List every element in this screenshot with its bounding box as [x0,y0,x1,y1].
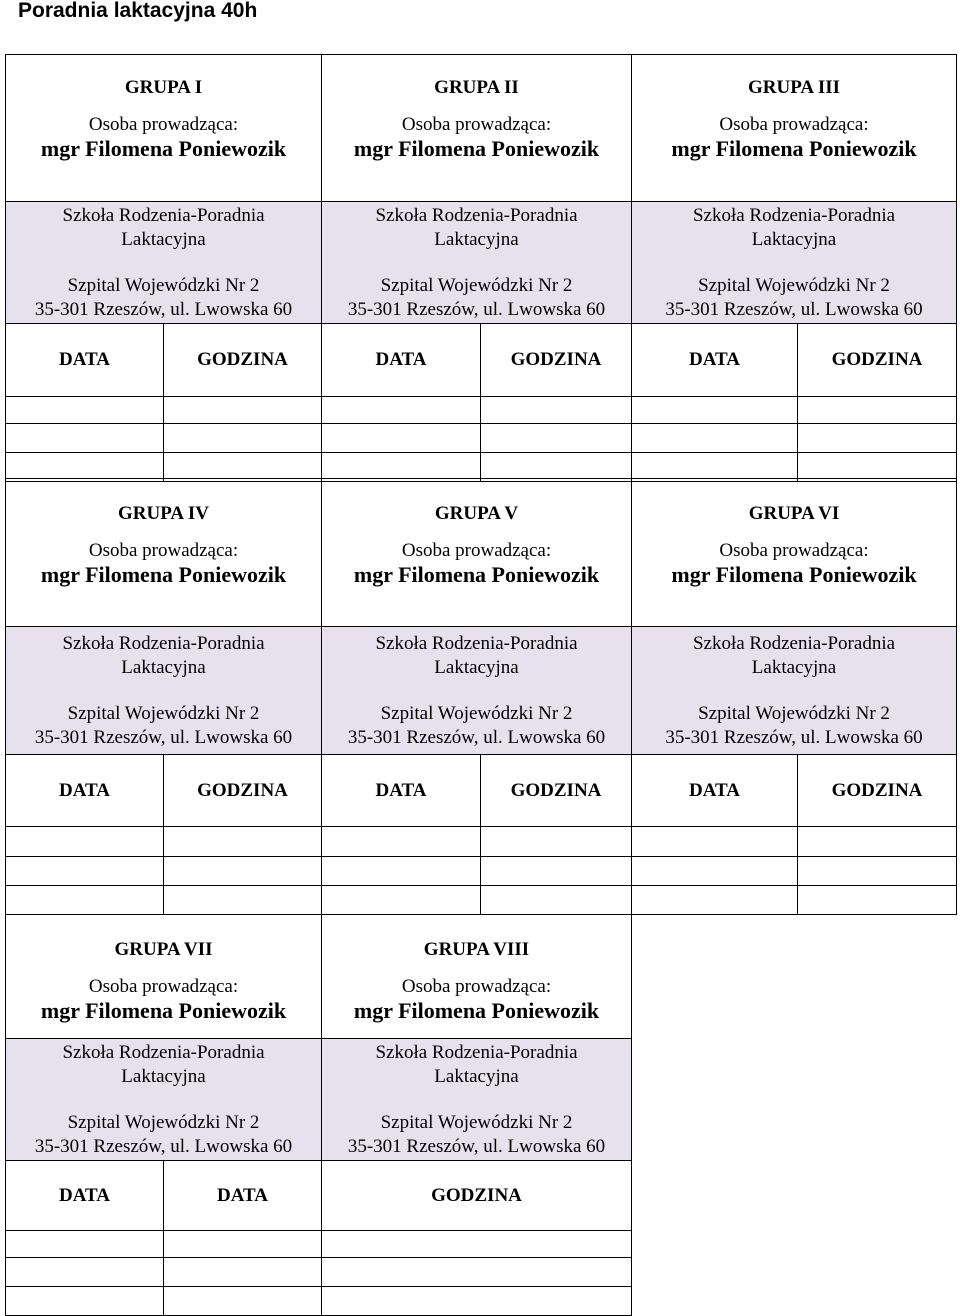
time-header: GODZINA [164,324,322,397]
lecturer-label: Osoba prowadząca: [88,540,239,561]
date-cell[interactable] [322,857,481,886]
institution-line-1: Szkoła Rodzenia-Poradnia [692,632,896,654]
date-cell[interactable] [632,397,798,424]
lecturer-name: mgr Filomena Poniewozik [671,136,917,161]
institution-line-4: 35-301 Rzeszów, ul. Lwowska 60 [347,726,606,748]
institution-line-3: Szpital Wojewódzki Nr 2 [380,702,573,724]
lecturer-name: mgr Filomena Poniewozik [353,562,600,587]
lecturer-name: mgr Filomena Poniewozik [353,998,600,1023]
institution-line-2: Laktacyjna [434,1065,519,1087]
date-cell[interactable] [322,397,481,424]
time-cell[interactable] [322,1231,632,1258]
group-header [322,915,632,1039]
date-header: DATA [322,324,481,397]
time-cell[interactable] [798,857,957,886]
institution-line-3: Szpital Wojewódzki Nr 2 [67,702,260,724]
time-header: GODZINA [481,755,632,827]
institution-cell [632,627,957,755]
institution-cell [322,1039,632,1161]
institution-line-3: Szpital Wojewódzki Nr 2 [698,702,890,724]
time-cell[interactable] [798,397,957,424]
institution-cell [322,627,632,755]
institution-line-1: Szkoła Rodzenia-Poradnia [375,1041,578,1063]
date-cell[interactable] [322,424,481,453]
time-cell[interactable] [164,857,322,886]
time-cell[interactable] [481,397,632,424]
table-row [6,886,957,915]
time-cell[interactable] [481,827,632,857]
date-header: DATA [632,755,798,827]
institution-line-2: Laktacyjna [751,228,837,250]
date-cell[interactable] [164,1258,322,1287]
time-cell[interactable] [798,827,957,857]
date-cell[interactable] [322,827,481,857]
date-cell[interactable] [632,424,798,453]
time-cell[interactable] [322,1287,632,1316]
institution-line-2: Laktacyjna [121,1065,206,1087]
lecturer-label: Osoba prowadząca: [719,540,869,561]
table-row [6,424,957,453]
institution-line-2: Laktacyjna [434,656,519,678]
date-header: DATA [164,1161,322,1231]
date-header: DATA [6,755,164,827]
institution-line-1: Szkoła Rodzenia-Poradnia [62,204,265,226]
date-header: DATA [632,324,798,397]
institution-line-4: 35-301 Rzeszów, ul. Lwowska 60 [34,298,293,320]
institution-line-2: Laktacyjna [751,656,837,678]
group-header [632,479,957,627]
institution-line-1: Szkoła Rodzenia-Poradnia [375,204,578,226]
lecturer-name: mgr Filomena Poniewozik [353,136,600,161]
institution-cell [632,202,957,324]
date-cell[interactable] [6,397,164,424]
institution-cell [6,1039,322,1161]
date-cell[interactable] [632,886,798,915]
table-row [6,397,957,424]
group-name: GRUPA VI [748,503,840,524]
group-name: GRUPA II [434,77,519,98]
table-row [6,1287,632,1316]
date-cell[interactable] [6,857,164,886]
institution-line-1: Szkoła Rodzenia-Poradnia [375,632,578,654]
group-name: GRUPA III [747,77,841,98]
time-header: GODZINA [798,755,957,827]
institution-line-3: Szpital Wojewódzki Nr 2 [698,274,890,296]
group-header [6,479,322,627]
date-cell[interactable] [6,827,164,857]
schedule-block-2 [5,478,957,915]
lecturer-name: mgr Filomena Poniewozik [671,562,917,587]
time-cell[interactable] [164,886,322,915]
lecturer-label: Osoba prowadząca: [401,976,552,997]
institution-line-2: Laktacyjna [121,656,206,678]
institution-line-4: 35-301 Rzeszów, ul. Lwowska 60 [34,1135,293,1157]
table-row [6,1258,632,1287]
time-cell[interactable] [164,827,322,857]
time-cell[interactable] [322,1258,632,1287]
date-header: DATA [6,1161,164,1231]
date-cell[interactable] [632,857,798,886]
time-header: GODZINA [481,324,632,397]
group-name: GRUPA I [124,77,203,98]
time-cell[interactable] [164,397,322,424]
time-cell[interactable] [481,857,632,886]
time-cell[interactable] [798,886,957,915]
group-header [322,55,632,202]
time-cell[interactable] [798,424,957,453]
institution-cell [6,627,322,755]
lecturer-label: Osoba prowadząca: [719,114,869,135]
time-cell[interactable] [481,424,632,453]
table-row [6,827,957,857]
group-name: GRUPA VIII [423,939,530,960]
date-cell[interactable] [6,886,164,915]
date-cell[interactable] [6,1287,164,1316]
institution-line-4: 35-301 Rzeszów, ul. Lwowska 60 [665,726,923,748]
institution-line-3: Szpital Wojewódzki Nr 2 [380,1111,573,1133]
table-row [6,857,957,886]
institution-line-4: 35-301 Rzeszów, ul. Lwowska 60 [34,726,293,748]
institution-line-2: Laktacyjna [434,228,519,250]
time-cell[interactable] [481,886,632,915]
institution-line-4: 35-301 Rzeszów, ul. Lwowska 60 [347,1135,606,1157]
group-header [322,479,632,627]
date-cell[interactable] [6,1258,164,1287]
institution-line-1: Szkoła Rodzenia-Poradnia [62,632,265,654]
lecturer-label: Osoba prowadząca: [88,976,239,997]
group-header [6,915,322,1039]
institution-cell [322,202,632,324]
time-header: GODZINA [322,1161,632,1231]
date-cell[interactable] [164,1287,322,1316]
lecturer-name: mgr Filomena Poniewozik [40,562,287,587]
institution-cell [6,202,322,324]
date-header: DATA [6,324,164,397]
group-header [632,55,957,202]
date-header: DATA [322,755,481,827]
schedule-block-3 [5,914,632,1316]
table-row [6,1231,632,1258]
lecturer-name: mgr Filomena Poniewozik [40,998,287,1023]
institution-line-3: Szpital Wojewódzki Nr 2 [380,274,573,296]
date-cell[interactable] [6,424,164,453]
institution-line-4: 35-301 Rzeszów, ul. Lwowska 60 [665,298,923,320]
date-cell[interactable] [632,827,798,857]
institution-line-4: 35-301 Rzeszów, ul. Lwowska 60 [347,298,606,320]
lecturer-name: mgr Filomena Poniewozik [40,136,287,161]
time-header: GODZINA [798,324,957,397]
date-cell[interactable] [6,1231,164,1258]
page-title: Poradnia laktacyjna 40h [18,0,258,22]
institution-line-2: Laktacyjna [121,228,206,250]
institution-line-1: Szkoła Rodzenia-Poradnia [692,204,896,226]
lecturer-label: Osoba prowadząca: [88,114,239,135]
institution-line-3: Szpital Wojewódzki Nr 2 [67,1111,260,1133]
date-cell[interactable] [322,886,481,915]
time-cell[interactable] [164,424,322,453]
group-name: GRUPA IV [118,503,209,524]
schedule-block-1 [5,54,957,482]
time-header: GODZINA [164,755,322,827]
group-header [6,55,322,202]
institution-line-3: Szpital Wojewódzki Nr 2 [67,274,260,296]
group-name: GRUPA VII [114,939,213,960]
lecturer-label: Osoba prowadząca: [401,540,552,561]
lecturer-label: Osoba prowadząca: [401,114,552,135]
institution-line-1: Szkoła Rodzenia-Poradnia [62,1041,265,1063]
group-name: GRUPA V [434,503,519,524]
date-cell[interactable] [164,1231,322,1258]
